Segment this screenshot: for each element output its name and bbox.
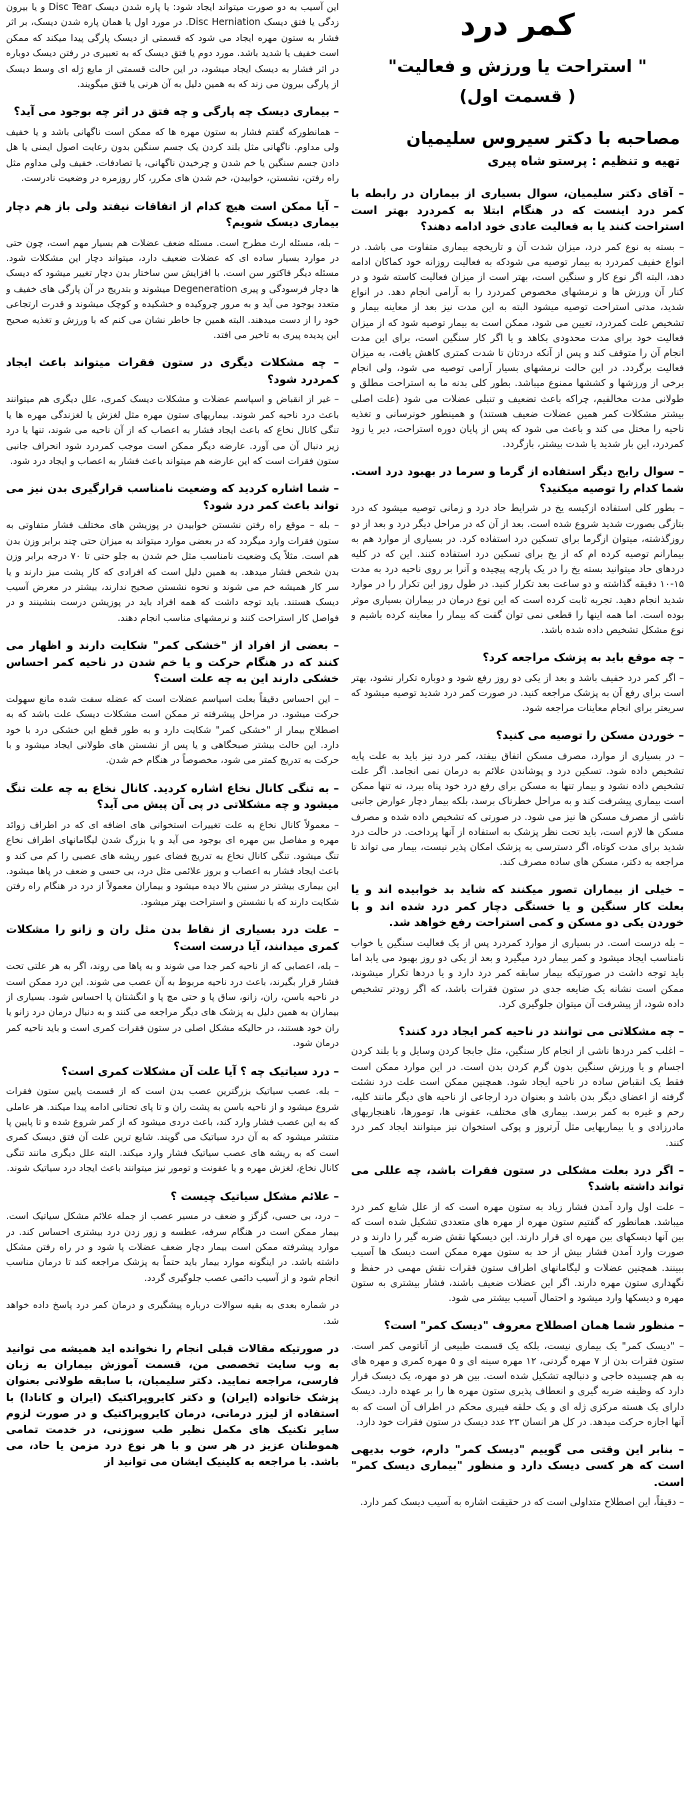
answer-paragraph: – بله. عصب سیاتیک بزرگترین عصب بدن است که از قسمت پایین ستون فقرات شروع میشود و از ناحیه باسن به پشت ران و تا پای تحتانی ادامه پیدا میکند. هر عاملی که به این عصب فشار وارد کند، باعث دردی میشود که از کمر شروع شده و تا پایین پا منتشر میشود که به آن درد سیاتیک می گویند. شایع ترین علت آن فتق دیسک کمری است که به ریشه های عصب سیاتیک فشار وارد میکند. البته علل دیگری مانند تنگی کانال نخاع، لغزش مهره و یا عفونت و تومور نیز میتوانند باعث ایجاد درد سیاتیک شوند.: [6, 1086, 339, 1175]
answer-paragraph: – درد، بی حسی، گزگز و ضعف در مسیر عصب از جمله علائم مشکل سیاتیک است. بیمار ممکن است در هنگام سرفه، عطسه و زور زدن درد بیشتری احساس کند. در موارد پیشرفته ممکن است بیمار دچار ضعف عضلات پا شود و در راه رفتن مشکل داشته باشد. در اینگونه موارد بیمار باید حتماً به پزشک مراجعه کند تا درمان مناسب انجام شود و از آسیب دائمی عصب جلوگیری گردد.: [6, 1211, 339, 1284]
question-heading: – آقای دکتر سلیمیان، سوال بسیاری از بیماران در رابطه با کمر درد اینست که در هنگام ابتلا به کمردرد بهتر است استراحت کنند یا به فعالیت عادی خود ادامه دهند؟: [351, 187, 684, 233]
question-heading: – آیا ممکن است هیچ کدام از اتفاقات نیفتد ولی باز هم دچار بیماری دیسک شویم؟: [6, 199, 339, 230]
byline: [351, 129, 684, 168]
question-heading: – چه مشکلات دیگری در ستون فقرات میتواند باعث ایجاد کمردرد شود؟: [6, 356, 339, 386]
answer-paragraph: – اگر کمر درد خفیف باشد و بعد از یکی دو روز رفع شود و دوباره تکرار نشود، بهتر است برای رفع آن به پزشک مراجعه کنید. در صورت کمر درد شدید توصیه میشود که سریعتر برای انجام معاینات مراجعه شود.: [351, 672, 684, 715]
question-heading: – درد سیاتیک چه ؟ آیا علت آن مشکلات کمری است؟: [61, 1064, 339, 1078]
answer-paragraph: – "دیسک کمر" یک بیماری نیست، بلکه یک قسمت طبیعی از آناتومی کمر است. ستون فقرات بدن از ۷ مهره گردنی، ۱۲ مهره سینه ای و ۵ مهره کمری و مهره های به هم چسبیده خاجی و دنبالچه تشکیل شده است. بین هر دو مهره، یک دیسک قرار دارد که وظیفه ضربه گیری و انعطاف پذیری ستون مهره ها را بر عهده دارد. دیسک دارای یک هسته مرکزی ژله ای و یک حلقه فیبری محکم در اطراف آن است که به آنها اجازه حرکت میدهد. در کل هر انسان ۲۳ عدد دیسک در ستون فقرات خود دارد.: [351, 1340, 684, 1428]
editor-credit: تهیه و تنظیم : پرستو شاه پیری: [487, 153, 680, 168]
right-qa-list: [351, 186, 684, 1511]
answer-paragraph: این آسیب به دو صورت میتواند ایجاد شود: یا پاره شدن دیسک Disc Tear و یا بیرون زدگی یا فتق دیسک Disc Herniation. در مورد اول یا همان پاره شدن دیسک، بر اثر فشار به ستون مهره ایجاد می شود که قسمتی از دیسک پارگی پیدا میکند که ممکن است خفیف یا شدید باشد. مورد دوم یا فتق دیسک که به تعبیری در رفتن دیسک دوباره در اثر فشار به دیسک ایجاد میشود، در این حالت قسمتی از مایع ژله ای وسط دیسک از پارگی بیرون می زند که به همین دلیل به آن هرنی یا فتق میگویند.: [6, 2, 339, 91]
closing-note: در صورتیکه مقالات قبلی انجام را نخوانده اید همیشه می توانید به وب سایت تخصصی من، قسمت آموزش بیماران به زبان فارسی، مراجعه نمایید. دکتر سلیمیان، با سابقه طولانی بعنوان پزشک خانواده (ایران) و دکتر کایروپراکتیک (ایران و کانادا) با استفاده از لیزر درمانی، درمان کایروپراکتیک و در صورت لزوم سایر تکنیک های مکمل نظیر طب سوزنی، در خدمت تمامی هموطنان عزیز در هر سن و با هر نوع درد مزمن یا حاد، می باشد. با مراجعه به کلینیک ایشان می توانید از: [6, 1342, 339, 1469]
question-heading: – بیماری دیسک چه پارگی و چه فتق در اثر چه بوجود می آید؟: [13, 105, 339, 119]
answer-paragraph: – غیر از انقباض و اسپاسم عضلات و مشکلات دیسک کمری، علل دیگری هم میتوانند باعث درد ناحیه کمر شوند. بیماریهای ستون مهره مثل لغزش یا لغزندگی مهره ها یا تنگی کانال نخاع که باعث ایجاد فشار به اعصاب که از آن ناحیه می شوند، تنها یا درد زیر دنبال آن می آورد. عارضه دیگر ممکن است موجب کمردرد شود انحراف جانبی ستون فقرات است که این عارضه هم میتواند باعث فشار به اعصاب و ایجاد درد شود.: [6, 394, 339, 468]
question-heading: – خیلی از بیماران تصور میکنند که شاید بد خوابیده اند و یا بعلت کار سنگین و یا خستگی دچار کمر درد شده اند و با خوردن یکی دو مسکن و کمی استراحت رفع خواهد شد.: [351, 883, 684, 930]
answer-paragraph: – بله، مسئله ارث مطرح است. مسئله ضعف عضلات هم بسیار مهم است، چون حتی در موارد بسیار ساده ای که عضلات ضعیف دارد، میتواند دچار این مشکلات شود. مسئله دیگر فاکتور سن است. با افزایش سن ساختار بدن دچار تغییر میشود که دیسک ها دچار فرسودگی و پیری Degeneration میشوند و بتدریج در آن پارگی های خفیف و متعدد بوجود می آید و به مرور چروکیده و خشکیده و کوچک میشوند و قدرت ارتجاعی خود را از دست میدهند. البته همین جا خاطر نشان می کنم که با ورزش و تغذیه صحیح این پدیده پیری به تاخیر می افتد.: [6, 237, 339, 341]
right-column: [351, 0, 684, 1797]
question-heading: – سوال رایج دیگر استفاده از گرما و سرما در بهبود درد است. شما کدام را توصیه میکنید؟: [351, 465, 684, 495]
question-heading: – چه موقع باید به پزشک مراجعه کرد؟: [482, 651, 684, 665]
answer-paragraph: – معمولاً کانال نخاع به علت تغییرات استخوانی های اضافه ای که در اطراف زوائد مهره و مفاصل بین مهره ای بوجود می آید و یا بزرگ شدن لیگامانهای اطراف نخاع تنگ میشود. تنگی کانال نخاع به تدریج فضای عبور ریشه های عصبی را کم می کند و باعث ایجاد فشار به اعصاب و بروز علائمی مثل درد، بی حسی و ضعف در پاها میشود. این بیماری بیشتر در سنین بالا دیده میشود و بیماران معمولاً از درد در هنگام راه رفتن شکایت دارند که با نشستن و استراحت بهتر میشود.: [6, 819, 339, 908]
answer-paragraph: – همانطورکه گفتم فشار به ستون مهره ها که ممکن است ناگهانی باشد و یا خفیف ولی مداوم. ناگهانی مثل بلند کردن یک جسم سنگین بدون رعایت اصول ایمنی یا هل دادن جسم سنگین یا خم شدن و چرخیدن ناگهانی، یا تصادفات. خفیف ولی مداوم مثل راه رفتن، نشستن، خوابیدن، خم شدن های مکرر، کار روزمره در وضعیت نادرست.: [6, 126, 339, 185]
article-title: کمر درد: [460, 8, 575, 43]
question-heading: – شما اشاره کردید که وضعیت نامناسب قرارگیری بدن نیز می تواند باعث کمر درد شود؟: [6, 482, 339, 512]
answer-paragraph: در شماره بعدی به بقیه سوالات درباره پیشگیری و درمان کمر درد پاسخ داده خواهد شد.: [6, 1300, 339, 1327]
answer-paragraph: – بله درست است. در بسیاری از موارد کمردرد پس از یک فعالیت سنگین یا خواب نامناسب ایجاد میشود و کمر بیمار درد میگیرد و بعد از یکی دو روز بهبود می یابد اما باید توجه داشت در صورتیکه بیمار سابقه کمر درد دارد و یا دردها تکرار میشوند، ممکن است نشانه یک ضایعه جدی در ستون فقرات باشد، که اگر زودتر تشخیص داده شود، از پیشرفت آن میتوان جلوگیری کرد.: [351, 937, 684, 1010]
question-heading: – بنابر این وقتی می گوییم "دیسک کمر" دارم، خوب بدیهی است که هر کسی دیسک دارد و منظور "بیماری دیسک کمر" است.: [351, 1442, 684, 1489]
article-subtitle: " استراحت یا ورزش و فعالیت": [388, 57, 647, 77]
left-column: [6, 0, 339, 1797]
question-heading: – علائم مشکل سیاتیک چیست ؟: [170, 1189, 339, 1203]
answer-paragraph: – در بسیاری از موارد، مصرف مسکن اتفاق بیفتد، کمر درد نیز باید به علت پایه تشخیص داده شود. تسکین درد و پوشاندن علائم به درمان نمی انجامد. اگر علت تشخیص داده نشود و بیمار تنها به مسکن برای رفع درد خود پناه ببرد، نه تنها ممکن است بیماری پیشرفت کند و به مراحل خطرناک برسد، بلکه بیمار دچار عوارض جانبی ناشی از مصرف مسکن ها نیز می شود. در صورتی که تشخیص داده شده و مصرف مسکن ها لازم است، باید تحت نظر پزشک به استفاده از آنها پرداخت. در حالت درد شدید برای مدت کوتاه، اگر دسترسی به پزشک امکان پذیر نیست، بیمار می تواند تا مراجعه به دکتر، مسکن های ساده مصرف کند.: [351, 750, 684, 869]
question-heading: – خوردن مسکن را توصیه می کنید؟: [496, 729, 684, 743]
left-qa-list: [6, 0, 339, 1329]
question-heading: – علت درد بسیاری از نقاط بدن مثل ران و زانو را مشکلات کمری میدانند، آیا درست است؟: [6, 923, 339, 953]
interview-heading: مصاحبه با دکتر سیروس سلیمیان: [406, 129, 680, 149]
answer-paragraph: – بله، اعصابی که از ناحیه کمر جدا می شوند و به پاها می روند، اگر به هر علتی تحت فشار قرار بگیرند، باعث درد ناحیه مربوط به آن عصب می شوند. این درد ممکن است در ناحیه باسن، ران، زانو، ساق پا و حتی مچ پا و انگشتان پا احساس شود. بسیاری از بیماران به همین دلیل به پزشک های دیگر مراجعه می کنند و به دنبال درمان درد زانو یا ران خود هستند، در حالیکه مشکل اصلی در ستون فقرات کمری است و باید ناحیه کمر درمان شود.: [6, 961, 339, 1050]
answer-paragraph: – این احساس دقیقاً بعلت اسپاسم عضلات است که عضله سفت شده مانع سهولت حرکت میشود. در مراحل پیشرفته تر ممکن است مشکلات دیسک علت باشد که به اصطلاح بیمار از "خشکی کمر" شکایت دارد و به طور قطع این خشکی درد با خود دارد. این حالت بیشتر صبحگاهی و یا پس از نشستن های طولانی ایجاد میشود و با حرکت به تدریج کمتر می شود، مخصوصاً در هنگام خم شدن.: [6, 693, 339, 767]
answer-paragraph: – بسته به نوع کمر درد، میزان شدت آن و تاریخچه بیماری متفاوت می باشد. در انواع خفیف کمردرد به بیمار توصیه می شودکه به فعالیت روزانه خود کماکان ادامه دهد، البته اگر نوع کار و سنگین است، بهتر است از میزان فعالیت کاسته شود و در کنار آن ورزش ها و نرمشهای مخصوص کمردرد را به آرامی انجام دهد. در انواع شدید، مدتی استراحت توصیه میشود البته به این مدت نیز بعد از معاینه بیمار و تشخیص علت کمردرد، تعیین می شود، ممکن است به بیمار توصیه شود که از میزان فعالیت خود برای مدت محدودی بکاهد و یا اگر کار سنگین است، برای این مدت انجام آن را متوقف کند و پس از آنکه دردتان تا شدت کمتری کاهش یافت، به میزان فعالیت برگردد. در این حالت نرمشهای بسیار آرامی توصیه می شود، ولی انجام برخی از ورزشها و کششها ممنوع میباشد. بطور کلی بدنه ما به استراحت مطلق و طولانی مدت مخالفیم، چراکه باعث تضعیف و تنبلی عضلات می شود (علت اصلی بیشتر مشکلات کمر همین عضلات ضعیف هستند) و همینطور خونرسانی و تغذیه ناحیه را مختل می کند و باعث می شود که پس از پایان دوره استراحت، دیر یا زود کمردرد، این بار شدید یا شدت بیشتر، بازگردد.: [351, 241, 684, 451]
question-heading: – منظور شما همان اصطلاح معروف "دیسک کمر" است؟: [383, 1319, 684, 1333]
question-heading: – چه مشکلاتی می توانند در ناحیه کمر ایجاد درد کنند؟: [398, 1024, 684, 1038]
question-heading: – بعضی از افراد از "خشکی کمر" شکایت دارند و اظهار می کنند که در هنگام حرکت و یا خم شدن در ناحیه کمر احساس خشکی دارند این به چه علت است؟: [6, 639, 339, 686]
article-part: ( قسمت اول): [459, 87, 576, 107]
answer-paragraph: – دقیقاً، این اصطلاح متداولی است که در حقیقت اشاره به آسیب دیسک کمر دارد.: [360, 1497, 684, 1509]
answer-paragraph: – بله – موقع راه رفتن نشستن خوابیدن در پوزیشن های مختلف فشار متفاوتی به ستون فقرات وارد میگردد که در بعضی موارد میتواند به میزان حتی چند برابر وزن بدن هم است. مثلاً یک وضعیت نامناسب مثل خم شدن به جلو حتی تا ۷۰ درجه برابر وزن بدن شخص فشار میدهد. به همین دلیل است که افرادی که کار پشت میز دارند و یا سر کار همیشه خم می شوند و نحوه نشستن صحیح ندارند، بیشتر در معرض آسیب دیسک هستند. باید توجه داشت که همه افراد باید در پوزیشن درست بنشینند و در فواصل کار استراحت کنند و نرمشهای مناسب انجام دهند.: [6, 520, 339, 624]
answer-paragraph: – علت اول وارد آمدن فشار زیاد به ستون مهره است که از علل شایع کمر درد میباشد. همانطور که گفتیم ستون مهره از مهره های متعددی تشکیل شده است که بین آنها دیسکهای بین مهره ای قرار دارند. این دیسکها نقش ضربه گیر را دارند و در صورت وارد آمدن فشار بیش از حد به ستون مهره ممکن است دیسک ها آسیب ببینند. همچنین عضلات و لیگامانهای اطراف ستون فقرات نقش مهمی در حفظ و نگهداری ستون مهره دارند. اگر این عضلات ضعیف باشند، فشار بیشتری به ستون مهره و دیسکها وارد میشود و احتمال آسیب بیشتر می شود.: [351, 1201, 684, 1305]
masthead: [351, 0, 684, 107]
question-heading: – به تنگی کانال نخاع اشاره کردید. کانال نخاع به چه علت تنگ میشود و چه مشکلاتی در پی آن پیش می آید؟: [6, 781, 339, 812]
answer-paragraph: – بطور کلی استفاده ازکیسه یخ در شرایط حاد درد و زمانی توصیه میشود که درد بتازگی بصورت شدید شروع شده است. بعد از آن که در مراحل دیگر درد و بعد از دو روزگذشته، میتوان ازگرما برای تسکین درد استفاده کرد. در بسیاری از موارد هم به بیمارانم توصیه کرده ام که از یخ برای تسکین درد استفاده کنند. این که در کلیه دردهای حاد میتوانید بسته یخ را در یک پارچه پیچیده و آنرا بر روی ناحیه درد به مدت ۱۵-۱۰ دقیقه گذاشته و دو ساعت بعد تکرار کنید. در طول روز این تکرار را در موارد شدید انجام دهید. تجربه ثابت کرده است که این نوع درمان در بیماران بسیاری موثر بوده است. اما همه اینها را قطعی نمی توان گفت که بیمار را معاینه کرده باشیم و نوع مشکل تشخیص داده شده باشد.: [351, 503, 684, 636]
question-heading: – اگر درد بعلت مشکلی در ستون فقرات باشد، چه عللی می تواند داشته باشد؟: [351, 1163, 684, 1194]
answer-paragraph: – اغلب کمر دردها ناشی از انجام کار سنگین، مثل جابجا کردن وسایل و یا بلند کردن اجسام و یا ورزش سنگین بدون گرم کردن بدن است. در این موارد ممکن است فقط یک انقباض ساده در ناحیه ایجاد شود. همچنین ممکن است علت درد نشئت گرفته از اعضای دیگر بدن باشد و بعنوان درد ارجاعی از ناحیه های دیگر مانند کلیه، رحم و غیره به کمر برسد. بیماری های مختلف، عفونی ها، تومورها، ناهنجاریهای مادرزادی و یا بیماریهایی مثل آرتروز و پوکی استخوان نیز میتوانند ایجاد کمر درد کنند.: [351, 1046, 684, 1149]
